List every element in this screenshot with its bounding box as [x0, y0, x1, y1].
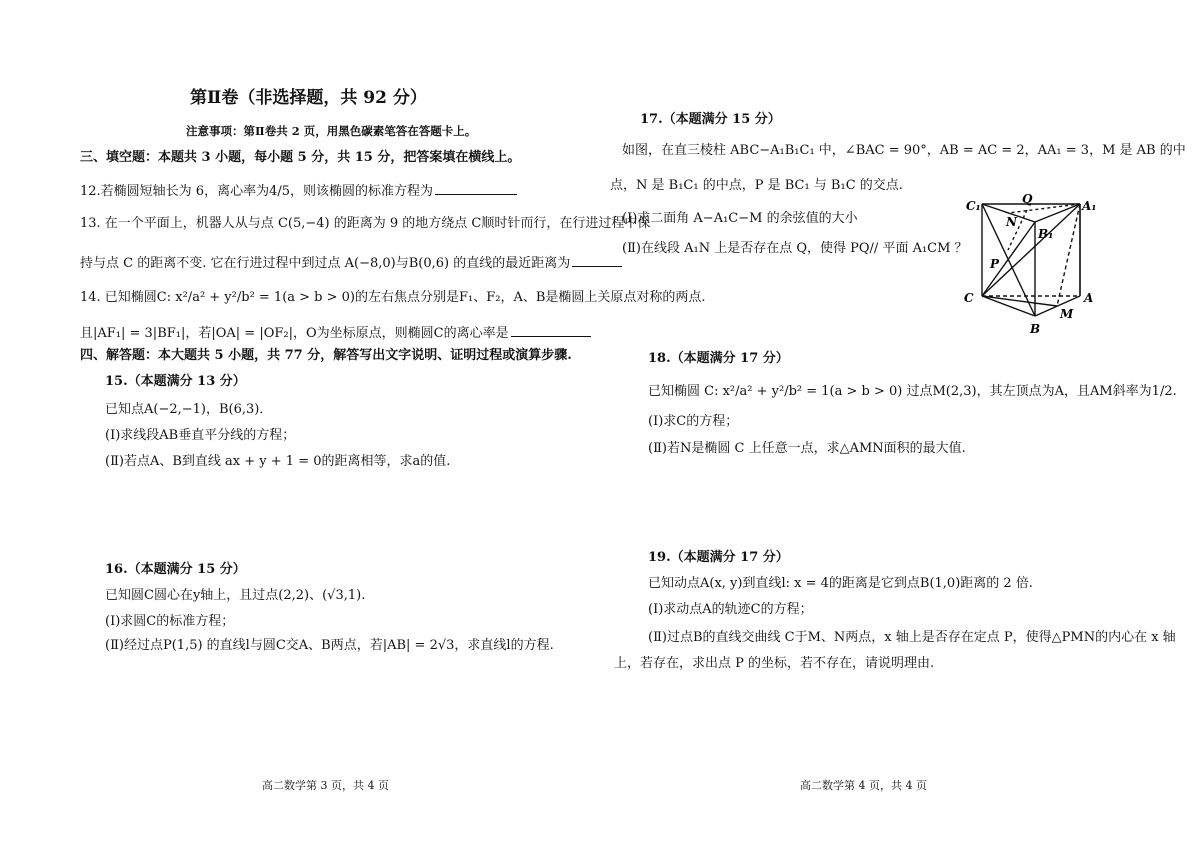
label-p: P	[990, 257, 1000, 271]
question-17-part2: (Ⅱ)在线段 A₁N 上是否存在点 Q，使得 PQ// 平面 A₁CM ？	[622, 241, 968, 256]
question-15-part2: (Ⅱ)若点A、B到直线 ax + y + 1 = 0的距离相等，求a的值.	[105, 454, 451, 469]
question-14-text: 且|AF₁| = 3|BF₁|，若|OA| = |OF₂|，O为坐标原点，则椭圆C的离心率是	[80, 326, 509, 341]
label-b: B	[1030, 322, 1041, 336]
question-18-part2: (Ⅱ)若N是椭圆 C 上任意一点，求△AMN面积的最大值.	[648, 441, 966, 456]
question-15-given: 已知点A(−2,−1)，B(6,3)．	[105, 402, 273, 417]
question-16-heading: 16.（本题满分 15 分）	[105, 562, 246, 577]
section-title: 第Ⅱ卷（非选择题，共 92 分）	[190, 88, 427, 108]
label-a: A	[1084, 291, 1094, 305]
question-19-part2-line2: 上，若存在，求出点 P 的坐标，若不存在，请说明理由.	[614, 656, 935, 671]
label-b1: B₁	[1038, 227, 1054, 241]
question-16-part1: (Ⅰ)求圆C的标准方程；	[105, 614, 235, 629]
label-q: Q	[1022, 192, 1033, 206]
question-19-part2-line1: (Ⅱ)过点B的直线交曲线 C于M、N两点，x 轴上是否存在定点 P，使得△PMN的内心在 x 轴	[648, 630, 1176, 645]
question-19-given: 已知动点A(x, y)到直线l: x = 4的距离是它到点B(1,0)距离的 2 倍.	[648, 576, 1033, 591]
question-15-heading: 15.（本题满分 13 分）	[105, 374, 246, 389]
answer-blank-14	[511, 324, 591, 337]
page-footer-left: 高二数学第 3 页，共 4 页	[262, 779, 389, 792]
question-18-part1: (Ⅰ)求C的方程；	[648, 414, 739, 429]
prism-figure	[960, 190, 1100, 340]
question-12-text: 12.若椭圆短轴长为 6，离心率为4/5，则该椭圆的标准方程为	[80, 184, 433, 199]
label-m: M	[1060, 307, 1074, 321]
question-17-part1: (Ⅰ)求二面角 A−A₁C−M 的余弦值的大小	[622, 211, 858, 226]
question-17-line1: 如图，在直三棱柱 ABC−A₁B₁C₁ 中，∠BAC = 90°，AB = AC = 2，AA₁ = 3，M 是 AB 的中	[622, 143, 1186, 158]
question-18-given: 已知椭圆 C: x²/a² + y²/b² = 1(a > b > 0) 过点M(2,3)，其左顶点为A，且AM斜率为1/2.	[648, 384, 1177, 399]
question-12	[80, 182, 517, 200]
label-a1: A₁	[1082, 199, 1097, 213]
question-13-line2	[80, 254, 622, 272]
right-page	[600, 0, 1200, 849]
question-16-part2: (Ⅱ)经过点P(1,5) 的直线l与圆C交A、B两点，若|AB| = 2√3，求直线l的方程.	[105, 638, 554, 653]
question-17-line2: 点，N 是 B₁C₁ 的中点，P 是 BC₁ 与 B₁C 的交点.	[610, 178, 903, 193]
question-15-part1: (Ⅰ)求线段AB垂直平分线的方程；	[105, 428, 296, 443]
question-13-line1: 13. 在一个平面上，机器人从与点 C(5,−4) 的距离为 9 的地方绕点 C顺时针而行，在行进过程中保	[80, 216, 651, 231]
label-c: C	[964, 291, 974, 305]
question-19-heading: 19.（本题满分 17 分）	[648, 550, 789, 565]
question-19-part1: (Ⅰ)求动点A的轨迹C的方程；	[648, 602, 813, 617]
question-18-heading: 18.（本题满分 17 分）	[648, 351, 789, 366]
section-answer-questions: 四、解答题：本大题共 5 小题，共 77 分，解答写出文字说明、证明过程或演算步骤.	[80, 348, 572, 363]
notice-text: 注意事项：第Ⅱ卷共 2 页，用黑色碳素笔答在答题卡上。	[186, 124, 477, 138]
label-c1: C₁	[966, 199, 981, 213]
question-16-given: 已知圆C圆心在y轴上，且过点(2,2)、(√3,1).	[105, 588, 366, 603]
question-14-line1: 14. 已知椭圆C: x²/a² + y²/b² = 1(a > b > 0)的左右焦点分别是F₁、F₂，A、B是椭圆上关原点对称的两点.	[80, 290, 706, 305]
section-fill-blank: 三、填空题：本题共 3 小题，每小题 5 分，共 15 分，把答案填在横线上。	[80, 150, 521, 165]
label-n: N	[1006, 215, 1017, 229]
question-17-heading: 17.（本题满分 15 分）	[640, 112, 781, 127]
question-14-line2	[80, 324, 591, 342]
page-footer-right: 高二数学第 4 页，共 4 页	[800, 779, 927, 792]
answer-blank-12	[435, 182, 517, 195]
question-13-text: 持与点 C 的距离不变. 它在行进过程中到过点 A(−8,0)与B(0,6) 的直线的最近距离为	[80, 256, 571, 271]
